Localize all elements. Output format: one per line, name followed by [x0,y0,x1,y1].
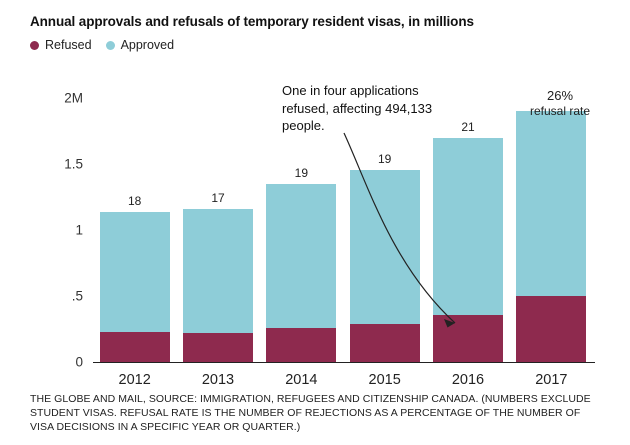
refusal-callout: One in four applications refused, affecting 494,133 people. [282,83,433,134]
bar-group [516,111,586,362]
x-axis-label: 2013 [201,372,235,388]
x-axis-label: 2016 [451,372,485,388]
bar-segment-refused [100,332,170,362]
x-axis-label: 2014 [285,372,318,388]
bar-group [433,138,503,362]
legend-swatch-approved [106,41,115,50]
bar-segment-refused [433,315,503,362]
y-axis-tick-4: 2M [64,90,83,106]
legend-swatch-refused [30,41,39,50]
bar-value-label: 19 [377,151,392,166]
bar-segment-refused [183,333,253,362]
source-note: THE GLOBE AND MAIL, SOURCE: IMMIGRATION, REFUGEES AND CITIZENSHIP CANADA. (NUMBERS EXCLUDE STUDENT VISAS. REFUSAL RATE IS THE NUMBER OF REJECTIONS AS A PERCENTAGE OF THE NUMBER OF VISA DECISIONS IN A SPECIFIC YEAR OR QUARTER.) [30,393,591,434]
x-axis-line [93,362,595,363]
refusal-rate-note [515,88,605,119]
refusal-rate-percent: 26% [546,88,574,103]
y-axis-tick-2: 1 [75,222,83,238]
bar-group [100,212,170,362]
bar-segment-refused [266,328,336,362]
y-axis-tick-3: 1.5 [64,156,83,172]
bar-group [183,209,253,362]
bar-group [266,184,336,362]
y-axis-tick-0: 0 [75,354,83,370]
bar-value-label: 19 [294,166,308,181]
legend-item-approved [106,38,175,52]
chart-title: Annual approvals and refusals of temporary resident visas, in millions [30,14,474,29]
legend-item-refused [30,38,92,52]
bar-value-label: 21 [461,120,475,135]
bar-value-label: 17 [211,190,225,205]
legend-label-refused: Refused [45,38,92,52]
x-axis-label: 2015 [368,372,401,388]
x-axis-label: 2017 [535,372,568,388]
legend-label-approved: Approved [120,38,175,52]
bar-group [350,170,420,362]
x-axis-label: 2012 [118,372,151,388]
chart-legend [30,38,174,52]
bar-segment-refused [516,296,586,362]
bar-value-label: 18 [127,193,142,208]
y-axis-tick-1: .5 [71,288,83,304]
bar-segment-refused [350,324,420,362]
refusal-rate-label: refusal rate [529,104,591,119]
